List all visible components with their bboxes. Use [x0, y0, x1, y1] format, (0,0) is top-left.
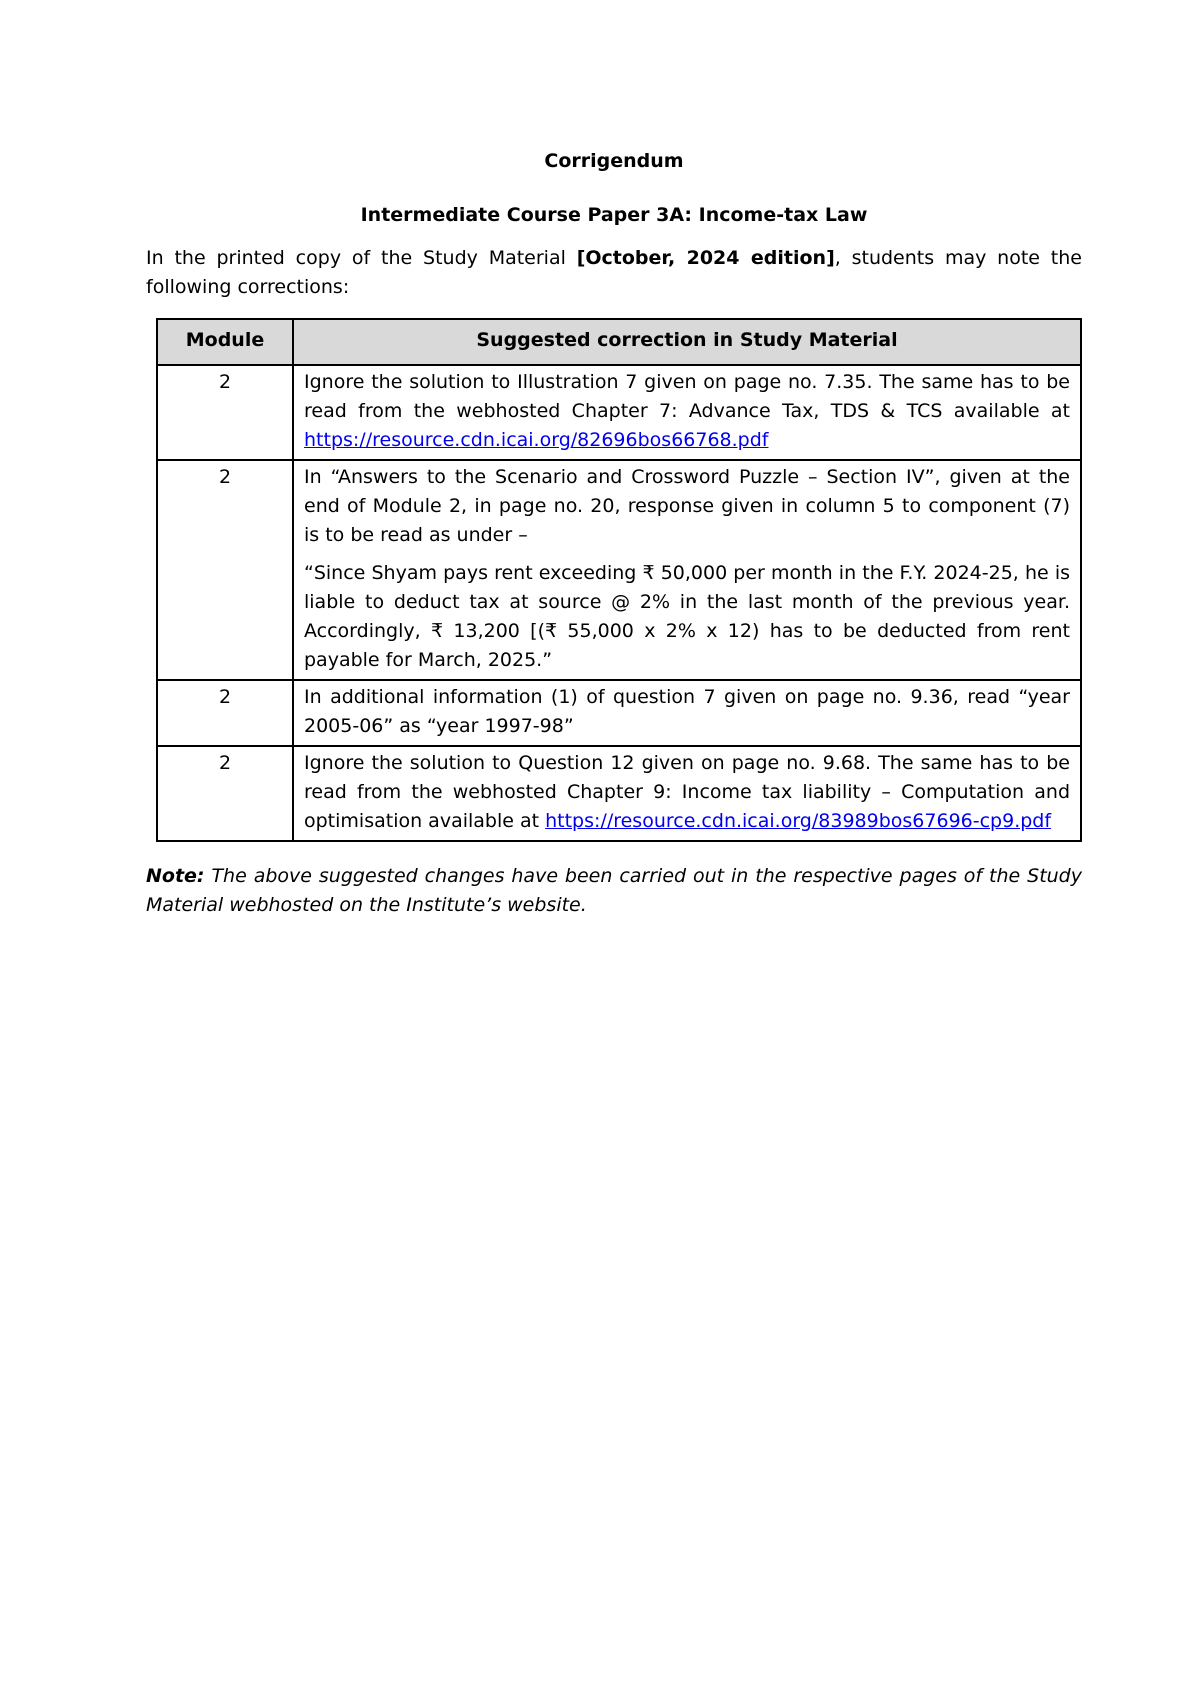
correction-cell — [293, 680, 1081, 746]
correction-cell — [293, 460, 1081, 680]
header-module: Module — [157, 319, 293, 365]
table-header-row — [157, 319, 1081, 365]
chapter-7-link[interactable]: https://resource.cdn.icai.org/82696bos66768.pdf — [304, 429, 769, 451]
correction-cell — [293, 365, 1081, 460]
page-title: Corrigendum — [544, 150, 684, 172]
table-row — [157, 365, 1081, 460]
intro-paragraph — [146, 244, 1082, 302]
intro-suffix: , students may note the following corrections: — [146, 247, 1082, 298]
header-correction: Suggested correction in Study Material — [293, 319, 1081, 365]
correction-text: In additional information (1) of question 7 given on page no. 9.36, read “year 2005-06” as “year 1997-98” — [304, 686, 1070, 737]
correction-text: In “Answers to the Scenario and Crossword Puzzle – Section IV”, given at the end of Module 2, in page no. 20, response given in column 5 to component (7) is to be read as under – — [304, 466, 1070, 546]
note-label: Note: — [146, 865, 205, 887]
intro-prefix: In the printed copy of the Study Material — [146, 247, 577, 269]
correction-text: Ignore the solution to Question 12 given on page no. 9.68. The same has to be read from the webhosted Chapter 9: Income tax liability – Computation and optimisation available at — [304, 752, 1070, 832]
correction-text: Ignore the solution to Illustration 7 given on page no. 7.35. The same has to be read from the webhosted Chapter 7: Advance Tax, TDS & TCS available at — [304, 371, 1070, 422]
corrections-table — [156, 318, 1082, 842]
chapter-9-link[interactable]: https://resource.cdn.icai.org/83989bos67696-cp9.pdf — [545, 810, 1052, 832]
table-row — [157, 460, 1081, 680]
page-subtitle: Intermediate Course Paper 3A: Income-tax Law — [360, 204, 868, 226]
module-cell: 2 — [157, 365, 293, 460]
correction-cell — [293, 746, 1081, 841]
note-text: The above suggested changes have been carried out in the respective pages of the Study Material webhosted on the Institute’s website. — [146, 865, 1082, 916]
intro-edition: [October, 2024 edition] — [576, 247, 835, 269]
module-cell: 2 — [157, 680, 293, 746]
correction-quote: “Since Shyam pays rent exceeding ₹ 50,000 per month in the F.Y. 2024-25, he is liable to deduct tax at source @ 2% in the last month of the previous year. Accordingly, ₹ 13,200 [(₹ 55,000 x 2% x 12) has to be deducted from rent payable for March, 2025.” — [304, 562, 1070, 671]
table-row — [157, 680, 1081, 746]
module-cell: 2 — [157, 460, 293, 680]
table-row — [157, 746, 1081, 841]
module-cell: 2 — [157, 746, 293, 841]
note-paragraph — [146, 862, 1082, 920]
